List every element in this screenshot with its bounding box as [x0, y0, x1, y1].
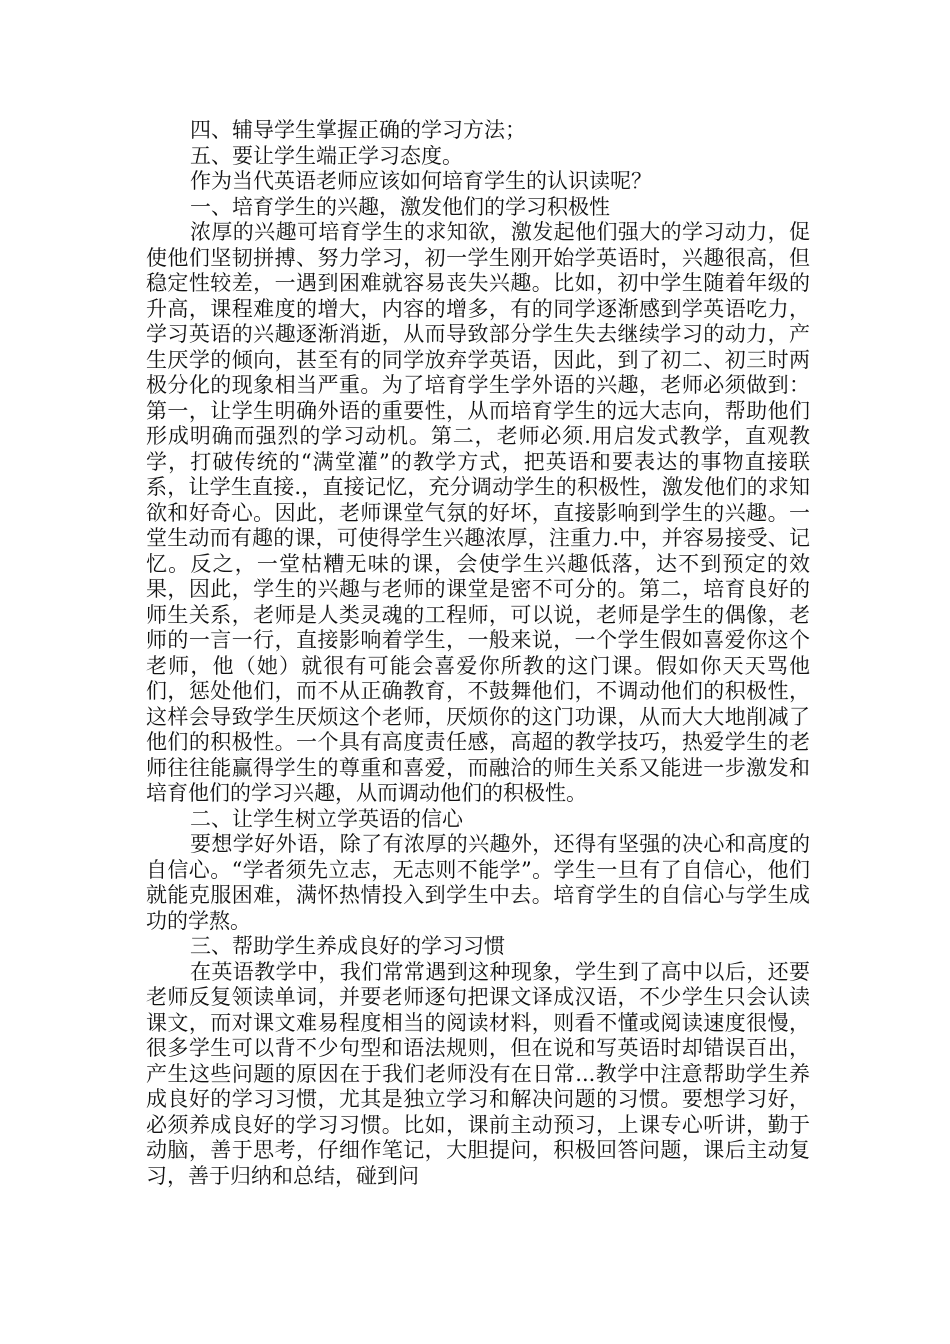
document-page	[146, 118, 810, 1189]
list-item-attitude: 五、要让学生端正学习态度。	[190, 143, 463, 168]
body-paragraph-confidence: 要想学好外语，除了有浓厚的兴趣外，还得有坚强的决心和高度的自信心。“学者须先立志，无志则不能学”。学生一旦有了自信心，他们就能克服困难，满怀热情投入到学生中去。培育学生的自信心与学生成功的学熬。	[146, 832, 810, 933]
list-item-method: 四、辅导学生掌握正确的学习方法；	[190, 118, 526, 142]
body-paragraph-habits: 在英语教学中，我们常常遇到这种现象，学生到了高中以后，还要老师反复领读单词，并要老师逐句把课文译成汉语，不少学生只会认读课文，而对课文难易程度相当的阅读材料，则看不懂或阅读速度很慢，很多学生可以背不少句型和语法规则，但在说和写英语时却错误百出，产生这些问题的原因在于我们老师没有在日常...教学中注意帮助学生养成良好的学习习惯，尤其是独立学习和解决问题的习惯。要想学习好，必须养成良好的学习习惯。比如，课前主动预习，上课专心听讲，勤于动脑，善于思考，仔细作笔记，大胆提问，积极回答问题，课后主动复习，善于归纳和总结，碰到问	[146, 959, 810, 1188]
section-heading-interest: 一、培育学生的兴趣，激发他们的学习积极性	[190, 194, 610, 219]
question-line: 作为当代英语老师应该如何培育学生的认识读呢？	[190, 169, 652, 193]
section-heading-confidence: 二、让学生树立学英语的信心	[190, 806, 463, 831]
section-heading-habits: 三、帮助学生养成良好的学习习惯	[190, 934, 505, 958]
body-paragraph-interest: 浓厚的兴趣可培育学生的求知欲，激发起他们强大的学习动力，促使他们坚韧拼搏、努力学习，初一学生刚开始学英语时，兴趣很高，但稳定性较差，一遇到困难就容易丧失兴趣。比如，初中学生随着年级的升高，课程难度的增大，内容的增多，有的同学逐渐感到学英语吃力，学习英语的兴趣逐渐消逝，从而导致部分学生失去继续学习的动力，产生厌学的倾向，甚至有的同学放弃学英语，因此，到了初二、初三时两极分化的现象相当严重。为了培育学生学外语的兴趣，老师必须做到：第一，让学生明确外语的重要性，从而培育学生的远大志向，帮助他们形成明确而强烈的学习动机。第二，老师必须.用启发式教学，直观教学，打破传统的“满堂灌”的教学方式，把英语和要表达的事物直接联系，让学生直接.，直接记忆，充分调动学生的积极性，激发他们的求知欲和好奇心。因此，老师课堂气氛的好坏，直接影响到学生的兴趣。一堂生动而有趣的课，可使得学生兴趣浓厚，注重力.中，并容易接受、记忆。反之，一堂枯糟无味的课，会使学生兴趣低落，达不到预定的效果，因此，学生的兴趣与老师的课堂是密不可分的。第二，培育良好的师生关系，老师是人类灵魂的工程师，可以说，老师是学生的偶像，老师的一言一行，直接影响着学生，一般来说，一个学生假如喜爱你这个老师，他（她）就很有可能会喜爱你所教的这门课。假如你天天骂他们，惩处他们，而不从正确教育，不鼓舞他们，不调动他们的积极性，这样会导致学生厌烦这个老师，厌烦你的这门功课，从而大大地削减了他们的积极性。一个具有高度责任感，高超的教学技巧，热爱学生的老师往往能赢得学生的尊重和喜爱，而融洽的师生关系又能进一步激发和培育他们的学习兴趣，从而调动他们的积极性。	[146, 220, 810, 805]
